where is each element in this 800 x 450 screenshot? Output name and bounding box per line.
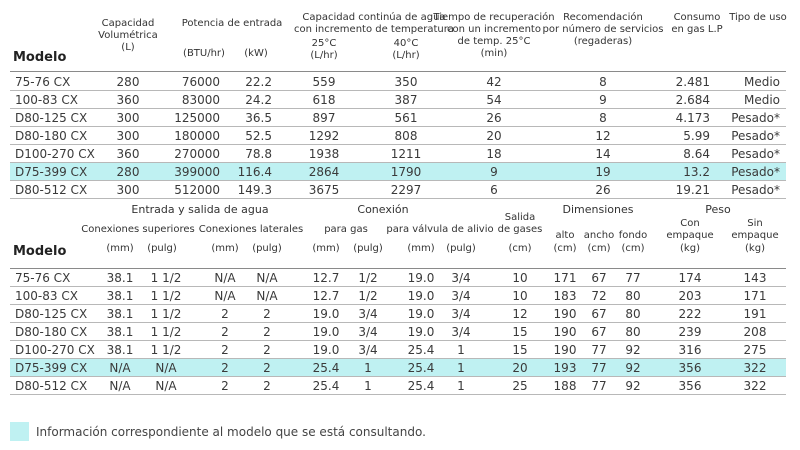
cell-fondo: 80 [625, 289, 641, 303]
sup-mm-unit: (mm) [106, 243, 134, 254]
cell-gas-pulg: 3/4 [358, 343, 378, 357]
cell-consumo: 2.481 [675, 75, 710, 89]
cell-alto: 193 [553, 361, 577, 375]
table-row [10, 145, 786, 163]
table-row-highlighted [10, 163, 786, 181]
cell-cap: 300 [116, 183, 140, 197]
cell-sin: 208 [743, 325, 767, 339]
cell-lat-pulg: N/A [256, 289, 278, 303]
cell-tiempo: 6 [490, 183, 498, 197]
cell-gas-pulg: 3/4 [358, 307, 378, 321]
cell-consumo: 19.21 [675, 183, 710, 197]
cell-sup-pulg: 1 1/2 [150, 343, 182, 357]
entrada-salida-header: Entrada y salida de agua [131, 203, 269, 216]
alto-cm-unit: (cm) [553, 243, 577, 254]
cell-val-pulg: 1 [457, 361, 465, 375]
table-row [10, 109, 786, 127]
cell-consumo: 13.2 [683, 165, 710, 179]
cell-val-mm: 25.4 [407, 379, 435, 393]
dimensiones-header: Dimensiones [562, 203, 634, 216]
ancho-cm-unit: (cm) [587, 243, 611, 254]
cell-modelo: 100-83 CX [15, 93, 78, 107]
cell-sin: 322 [743, 379, 767, 393]
cell-ancho: 77 [591, 361, 607, 375]
cell-lat-pulg: N/A [256, 271, 278, 285]
cell-c25: 1292 [308, 129, 340, 143]
sin-empaque-header: Sin empaque [731, 218, 779, 241]
cell-gas-mm: 25.4 [312, 361, 340, 375]
cell-rec: 12 [595, 129, 611, 143]
cell-lat-mm: 2 [221, 325, 229, 339]
cell-kw: 22.2 [245, 75, 272, 89]
cell-btu: 83000 [181, 93, 220, 107]
cell-sup-pulg: N/A [155, 361, 177, 375]
cell-gas-pulg: 3/4 [358, 325, 378, 339]
cell-c25: 1938 [308, 147, 340, 161]
cell-lat-pulg: 2 [263, 343, 271, 357]
cell-rec: 19 [595, 165, 611, 179]
fondo-header: fondo [618, 230, 648, 241]
cell-gas-mm: 19.0 [312, 325, 340, 339]
cell-gas-pulg: 1/2 [358, 271, 378, 285]
cell-lat-mm: 2 [221, 343, 229, 357]
modelo-header: Modelo [13, 50, 67, 65]
table-row [10, 377, 786, 395]
ancho-header: ancho [583, 230, 615, 241]
legend-swatch [10, 422, 29, 441]
cell-kw: 24.2 [245, 93, 272, 107]
cell-consumo: 5.99 [683, 129, 710, 143]
cell-val-pulg: 3/4 [451, 325, 471, 339]
cell-sin: 275 [743, 343, 767, 357]
cell-val-mm: 25.4 [407, 343, 435, 357]
cell-modelo: 100-83 CX [15, 289, 78, 303]
cell-rec: 8 [599, 75, 607, 89]
cell-kw: 149.3 [237, 183, 272, 197]
cell-rec: 14 [595, 147, 611, 161]
cell-val-mm: 19.0 [407, 325, 435, 339]
cell-lat-pulg: 2 [263, 325, 271, 339]
table-row [10, 323, 786, 341]
btu-unit: (BTU/hr) [183, 48, 225, 59]
cell-con: 174 [678, 271, 702, 285]
table-row [10, 181, 786, 199]
cell-con: 222 [678, 307, 702, 321]
cell-sin: 191 [743, 307, 767, 321]
t40-header: 40°C (L/hr) [392, 38, 420, 61]
cell-sup-mm: 38.1 [106, 289, 134, 303]
table-row-highlighted [10, 359, 786, 377]
cell-fondo: 92 [625, 343, 641, 357]
consumo-header: Consumo en gas L.P [671, 12, 723, 35]
cell-kw: 78.8 [245, 147, 272, 161]
cell-lat-pulg: 2 [263, 379, 271, 393]
cell-modelo: 75-76 CX [15, 75, 71, 89]
recomendacion-header: Recomendación por número de servicios (regaderas) [542, 12, 664, 47]
cell-consumo: 4.173 [675, 111, 710, 125]
cell-alto: 190 [553, 307, 577, 321]
cell-tipo: Pesado* [731, 165, 780, 179]
cell-lat-mm: N/A [214, 271, 236, 285]
cell-consumo: 2.684 [675, 93, 710, 107]
gas-pulg-unit: (pulg) [353, 243, 383, 254]
cell-sup-pulg: N/A [155, 379, 177, 393]
cell-ancho: 67 [591, 271, 607, 285]
table2-bottom-rule [10, 394, 786, 395]
potencia-header: Potencia de entrada [181, 18, 283, 29]
tipo-header: Tipo de uso [729, 12, 787, 23]
valvula-header: para válvula de alivio [386, 224, 494, 235]
table-row [10, 287, 786, 305]
cell-modelo: D75-399 CX [15, 361, 88, 375]
cell-sin: 322 [743, 361, 767, 375]
cell-val-pulg: 1 [457, 379, 465, 393]
cell-val-pulg: 3/4 [451, 289, 471, 303]
cell-con: 203 [678, 289, 702, 303]
cell-tiempo: 54 [486, 93, 502, 107]
cell-fondo: 92 [625, 379, 641, 393]
table-row [10, 73, 786, 91]
cell-ancho: 72 [591, 289, 607, 303]
cell-modelo: D80-512 CX [15, 379, 88, 393]
cell-modelo: 75-76 CX [15, 271, 71, 285]
cell-val-pulg: 3/4 [451, 271, 471, 285]
table-row [10, 305, 786, 323]
cell-gas-mm: 25.4 [312, 379, 340, 393]
cell-lat-pulg: 2 [263, 361, 271, 375]
cell-lat-mm: N/A [214, 289, 236, 303]
modelo-header-2: Modelo [13, 244, 67, 259]
cell-gas-pulg: 1/2 [358, 289, 378, 303]
cell-kw: 52.5 [245, 129, 272, 143]
cell-con: 356 [678, 379, 702, 393]
cell-con: 239 [678, 325, 702, 339]
cell-lat-mm: 2 [221, 307, 229, 321]
cell-cap: 360 [116, 93, 140, 107]
t25-header: 25°C (L/hr) [310, 38, 338, 61]
cell-tipo: Pesado* [731, 129, 780, 143]
cell-con: 356 [678, 361, 702, 375]
capacidad-header: Capacidad Volumétrica (L) [98, 18, 158, 53]
cell-val-mm: 19.0 [407, 271, 435, 285]
cell-lat-mm: 2 [221, 361, 229, 375]
legend-text: Información correspondiente al modelo que se está consultando. [36, 425, 426, 439]
cell-c40: 561 [394, 111, 418, 125]
cell-sin: 143 [743, 271, 767, 285]
cell-c25: 618 [312, 93, 336, 107]
cell-c25: 559 [312, 75, 336, 89]
fondo-cm-unit: (cm) [621, 243, 645, 254]
cell-tiempo: 42 [486, 75, 502, 89]
cell-modelo: D100-270 CX [15, 343, 95, 357]
cell-rec: 8 [599, 111, 607, 125]
cell-rec: 26 [595, 183, 611, 197]
cell-val-mm: 19.0 [407, 289, 435, 303]
table-row [10, 91, 786, 109]
cell-ancho: 77 [591, 379, 607, 393]
conexiones-superiores-header: Conexiones superiores [81, 224, 195, 235]
salida-gases-header: Salida de gases [497, 212, 543, 235]
cell-cap: 300 [116, 111, 140, 125]
cell-con: 316 [678, 343, 702, 357]
cell-c40: 2297 [390, 183, 422, 197]
cell-tipo: Pesado* [731, 147, 780, 161]
gas-mm-unit: (mm) [312, 243, 340, 254]
cell-alto: 190 [553, 325, 577, 339]
cell-alto: 171 [553, 271, 577, 285]
cell-tipo: Pesado* [731, 111, 780, 125]
cell-cap: 280 [116, 75, 140, 89]
cell-sup-mm: 38.1 [106, 343, 134, 357]
cell-c25: 2864 [308, 165, 340, 179]
cell-gas-pulg: 1 [364, 379, 372, 393]
cell-gas-mm: 19.0 [312, 343, 340, 357]
cell-val-pulg: 1 [457, 343, 465, 357]
cell-tiempo: 26 [486, 111, 502, 125]
cell-salida: 20 [512, 361, 528, 375]
peso-header: Peso [705, 203, 731, 216]
con-empaque-header: Con empaque [666, 218, 714, 241]
cell-salida: 10 [512, 271, 528, 285]
cell-c25: 897 [312, 111, 336, 125]
cell-salida: 10 [512, 289, 528, 303]
cell-btu: 125000 [174, 111, 220, 125]
cell-sup-pulg: 1 1/2 [150, 289, 182, 303]
cell-cap: 300 [116, 129, 140, 143]
cell-gas-pulg: 1 [364, 361, 372, 375]
cell-btu: 512000 [174, 183, 220, 197]
cell-salida: 12 [512, 307, 528, 321]
cell-ancho: 77 [591, 343, 607, 357]
cell-tipo: Pesado* [731, 183, 780, 197]
cell-modelo: D100-270 CX [15, 147, 95, 161]
conexion-header: Conexión [357, 203, 409, 216]
cell-sup-pulg: 1 1/2 [150, 307, 182, 321]
table-row [10, 269, 786, 287]
cell-modelo: D75-399 CX [15, 165, 88, 179]
sup-pulg-unit: (pulg) [147, 243, 177, 254]
table-row [10, 341, 786, 359]
cell-c40: 1211 [390, 147, 422, 161]
cell-val-mm: 25.4 [407, 361, 435, 375]
cell-fondo: 92 [625, 361, 641, 375]
cell-tiempo: 18 [486, 147, 502, 161]
cell-val-mm: 19.0 [407, 307, 435, 321]
salida-cm-unit: (cm) [508, 243, 532, 254]
val-mm-unit: (mm) [407, 243, 435, 254]
cell-sup-mm: 38.1 [106, 325, 134, 339]
cell-alto: 190 [553, 343, 577, 357]
cell-sin: 171 [743, 289, 767, 303]
cell-c40: 1790 [390, 165, 422, 179]
kw-unit: (kW) [244, 48, 268, 59]
cell-salida: 15 [512, 343, 528, 357]
cell-lat-mm: 2 [221, 379, 229, 393]
cell-btu: 399000 [174, 165, 220, 179]
cell-btu: 76000 [181, 75, 220, 89]
cell-kw: 116.4 [237, 165, 272, 179]
cell-c40: 350 [394, 75, 418, 89]
capacidad-continua-header: Capacidad continúa de agua con incremento de temperatura [294, 12, 454, 35]
cell-modelo: D80-125 CX [15, 307, 88, 321]
table-row [10, 127, 786, 145]
cell-tiempo: 20 [486, 129, 502, 143]
cell-ancho: 67 [591, 307, 607, 321]
cell-fondo: 77 [625, 271, 641, 285]
cell-alto: 183 [553, 289, 577, 303]
cell-btu: 270000 [174, 147, 220, 161]
cell-salida: 15 [512, 325, 528, 339]
cell-rec: 9 [599, 93, 607, 107]
cell-sup-mm: 38.1 [106, 307, 134, 321]
val-pulg-unit: (pulg) [446, 243, 476, 254]
cell-fondo: 80 [625, 325, 641, 339]
sin-kg-unit: (kg) [745, 243, 765, 254]
tiempo-header: Tiempo de recuperación con un incremento de temp. 25°C (min) [433, 12, 555, 59]
alto-header: alto [555, 230, 575, 241]
cell-btu: 180000 [174, 129, 220, 143]
cell-lat-pulg: 2 [263, 307, 271, 321]
table1-bottom-rule [10, 198, 786, 199]
table1-header-rule [10, 71, 786, 72]
cell-val-pulg: 3/4 [451, 307, 471, 321]
cell-tiempo: 9 [490, 165, 498, 179]
cell-tipo: Medio [743, 93, 780, 107]
cell-gas-mm: 12.7 [312, 289, 340, 303]
cell-sup-pulg: 1 1/2 [150, 271, 182, 285]
cell-sup-mm: N/A [109, 361, 131, 375]
cell-c25: 3675 [308, 183, 340, 197]
conexiones-laterales-header: Conexiones laterales [198, 224, 304, 235]
para-gas-header: para gas [324, 224, 368, 235]
cell-ancho: 67 [591, 325, 607, 339]
cell-modelo: D80-125 CX [15, 111, 88, 125]
lat-pulg-unit: (pulg) [252, 243, 282, 254]
cell-cap: 360 [116, 147, 140, 161]
cell-sup-mm: 38.1 [106, 271, 134, 285]
cell-kw: 36.5 [245, 111, 272, 125]
cell-fondo: 80 [625, 307, 641, 321]
cell-cap: 280 [116, 165, 140, 179]
cell-modelo: D80-512 CX [15, 183, 88, 197]
cell-alto: 188 [553, 379, 577, 393]
cell-sup-pulg: 1 1/2 [150, 325, 182, 339]
cell-gas-mm: 12.7 [312, 271, 340, 285]
con-kg-unit: (kg) [680, 243, 700, 254]
cell-modelo: D80-180 CX [15, 129, 88, 143]
cell-sup-mm: N/A [109, 379, 131, 393]
cell-c40: 808 [394, 129, 418, 143]
cell-consumo: 8.64 [683, 147, 710, 161]
lat-mm-unit: (mm) [211, 243, 239, 254]
cell-salida: 25 [512, 379, 528, 393]
cell-c40: 387 [394, 93, 418, 107]
cell-tipo: Medio [743, 75, 780, 89]
cell-gas-mm: 19.0 [312, 307, 340, 321]
cell-modelo: D80-180 CX [15, 325, 88, 339]
